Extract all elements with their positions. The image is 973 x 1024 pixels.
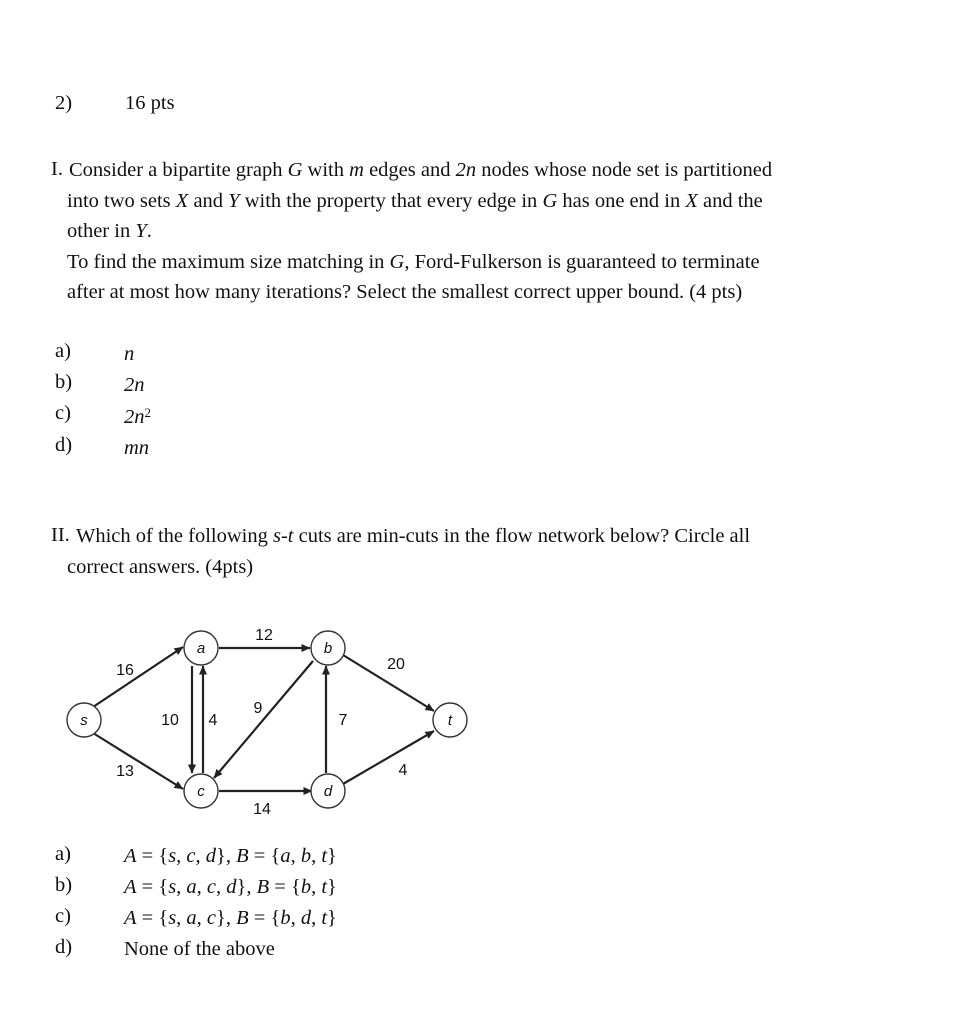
part2-option-value[interactable]: A = {s, a, c}, B = {b, d, t} (124, 907, 337, 929)
cut-math: a (280, 845, 291, 867)
part2-text-line: Which of the following s-t cuts are min-cuts in the flow network below? Circle all (76, 525, 751, 547)
cut-math: A (124, 845, 137, 867)
part1-math: X (175, 189, 189, 212)
capacity-a-b: 12 (255, 627, 273, 644)
part1-text-line: To find the maximum size matching in G, Ford-Fulkerson is guaranteed to terminate (67, 250, 760, 273)
part1-text-line: other in Y. (67, 220, 152, 242)
cut-math: b (280, 907, 291, 929)
part1-option-value[interactable]: mn (124, 437, 150, 459)
capacity-b-c: 9 (253, 700, 263, 717)
part2-math: s-t (272, 525, 294, 547)
part1-option-value[interactable]: n (124, 343, 135, 365)
capacity-b-t: 20 (387, 656, 405, 673)
capacity-s-a: 16 (116, 662, 134, 679)
node-label-d: d (323, 783, 333, 800)
part1-option-letter[interactable]: d) (55, 434, 73, 456)
cut-math: d (205, 845, 217, 867)
part2-option-value[interactable]: A = {s, a, c, d}, B = {b, t} (124, 876, 337, 898)
cut-math: B (236, 845, 249, 867)
part1-text-line: into two sets X and Y with the property that every edge in G has one end in X and the (67, 189, 763, 212)
cut-math: b (300, 876, 312, 898)
node-label-b: b (323, 640, 333, 657)
part1-option-value[interactable]: $2n^2$ (124, 405, 151, 428)
part1-math: Y (228, 189, 240, 212)
cut-math: B (256, 876, 270, 898)
part2-label: II. (51, 524, 70, 546)
cut-math: b (300, 845, 312, 867)
part2-option-value[interactable]: A = {s, c, d}, B = {a, b, t} (124, 845, 337, 867)
part1-option-letter[interactable]: c) (55, 402, 71, 424)
part1-math: 2n (455, 159, 477, 181)
part1-option-value[interactable]: 2n (124, 374, 145, 396)
part2-option-letter[interactable]: a) (55, 843, 71, 865)
cut-math: s (168, 845, 177, 867)
node-label-a: a (196, 640, 206, 657)
cut-math: t (321, 845, 328, 867)
part1-math: G (389, 250, 405, 273)
cut-math: a (186, 907, 197, 929)
question-points: 16 pts (125, 92, 175, 114)
node-label-s: s (80, 712, 88, 729)
option-exponent: 2 (144, 405, 151, 420)
node-label-c: c (197, 783, 205, 800)
part1-option-letter[interactable]: a) (55, 340, 71, 362)
cut-math: t (321, 907, 328, 929)
cut-math: d (300, 907, 312, 929)
part2-option-value[interactable]: None of the above (124, 938, 275, 960)
part2-option-letter[interactable]: d) (55, 936, 73, 958)
node-label-t: t (447, 712, 453, 729)
part1-math: m (349, 159, 364, 181)
cut-math: s (168, 876, 177, 898)
part1-math: X (685, 189, 698, 212)
capacity-c-d: 14 (253, 801, 271, 818)
capacity-a-c: 10 (161, 712, 179, 729)
capacity-c-a: 4 (208, 712, 218, 729)
edge-b-c (214, 661, 313, 778)
cut-math: c (206, 876, 217, 898)
part1-text-line: Consider a bipartite graph G with m edges and 2n nodes whose node set is partitioned (69, 159, 773, 181)
cut-math: B (236, 907, 249, 929)
cut-math: d (226, 876, 237, 898)
part2-option-letter[interactable]: c) (55, 905, 71, 927)
question-number: 2) (55, 92, 73, 114)
part2-option-letter[interactable]: b) (55, 874, 73, 896)
cut-math: c (206, 907, 217, 929)
part1-math: Y (135, 220, 147, 242)
part1-option-letter[interactable]: b) (55, 371, 73, 393)
capacity-s-c: 13 (116, 763, 134, 780)
part1-math: G (287, 159, 303, 181)
part2-text-line: correct answers. (4pts) (67, 555, 254, 578)
capacity-d-t: 4 (398, 762, 408, 779)
capacity-d-b: 7 (338, 712, 348, 729)
part1-math: G (542, 189, 558, 212)
cut-math: a (186, 876, 197, 898)
cut-math: A (124, 876, 137, 898)
part1-text-line: after at most how many iterations? Select the smallest correct upper bound. (4 pts) (67, 281, 743, 303)
edge-d-t (343, 731, 434, 784)
cut-math: s (168, 907, 177, 929)
edge-s-c (93, 733, 183, 789)
cut-math: A (124, 907, 137, 929)
cut-math: t (321, 876, 328, 898)
edge-s-a (93, 647, 183, 707)
cut-math: c (186, 845, 196, 867)
part1-label: I. (51, 158, 63, 180)
